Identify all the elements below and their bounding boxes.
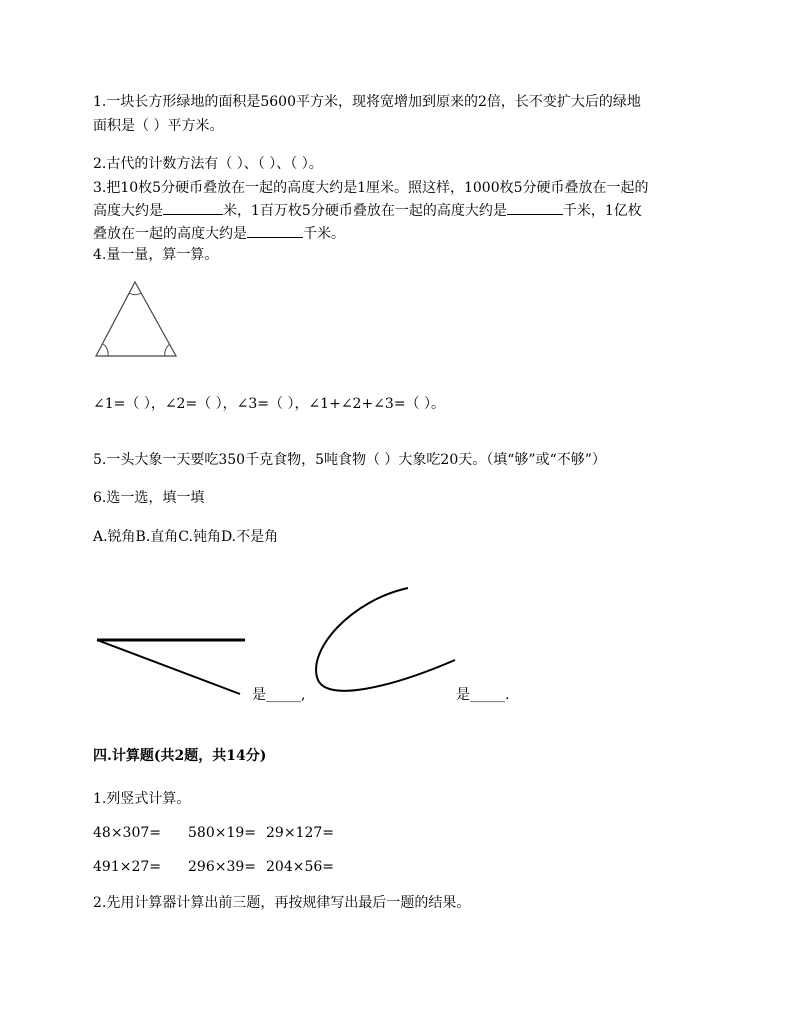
q6-fill-1: 是_____,: [252, 687, 306, 703]
q6-options: A.锐角B.直角C.钝角D.不是角: [93, 529, 279, 545]
q1-line2: 面积是（ ）平方米。: [93, 118, 224, 134]
q6-title: 6.选一选，填一填: [93, 490, 205, 506]
q2-text: 2.古代的计数方法有（ ）、（ ）、（ ）。: [93, 156, 323, 172]
c2-text: 2.先用计算器计算出前三题，再按规律写出最后一题的结果。: [93, 895, 471, 911]
q3-line2-part-c: 千米，1亿枚: [562, 203, 642, 219]
figure1-ray-diagonal: [97, 640, 240, 694]
q4-title: 4.量一量，算一算。: [93, 247, 219, 263]
calc-item: 48×307=: [93, 825, 161, 841]
calc-row-2: [93, 857, 161, 877]
q3-line2-part-a: 高度大约是: [93, 203, 163, 219]
calc-row-1: [93, 823, 161, 843]
c1-title: 1.列竖式计算。: [93, 791, 191, 807]
calc-item: 204×56=: [266, 859, 334, 875]
calc-item: 580×19=: [188, 825, 256, 841]
q4-angles: ∠1=（ ），∠2=（ ），∠3=（ ），∠1+∠2+∠3=（ ）。: [93, 396, 446, 412]
figure2-curve: [316, 588, 455, 691]
q3-line2-part-b: 米，1百万枚5分硬币叠放在一起的高度大约是: [223, 203, 507, 219]
q3-line3-part-b: 千米。: [303, 226, 345, 242]
q3-line1: 3.把10枚5分硬币叠放在一起的高度大约是1厘米。照这样，1000枚5分硬币叠放在一起的: [93, 180, 649, 196]
q1-line1: 1.一块长方形绿地的面积是5600平方米，现将宽增加到原来的2倍，长不变扩大后的绿地: [93, 94, 641, 110]
calc-item: 29×127=: [266, 825, 334, 841]
q3-line3-part-a: 叠放在一起的高度大约是: [93, 226, 247, 242]
section4-title: 四.计算题(共2题，共14分): [93, 748, 267, 764]
q6-fill-2: 是_____.: [456, 687, 510, 703]
calc-item: 491×27=: [93, 859, 161, 875]
q5-text: 5.一头大象一天要吃350千克食物，5吨食物（ ）大象吃20天。（填“够”或“不够”）: [93, 452, 606, 468]
calc-item: 296×39=: [188, 859, 256, 875]
